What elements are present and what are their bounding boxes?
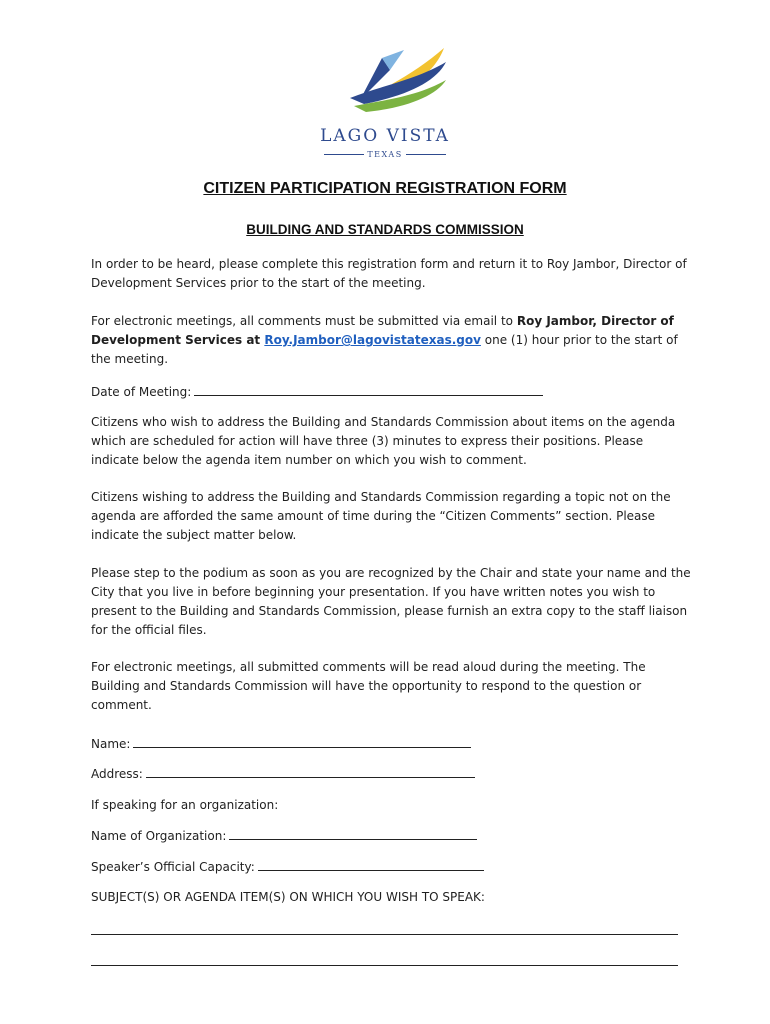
agenda-items-paragraph: Citizens who wish to address the Building and Standards Commission about items on the agenda which are scheduled for action will have three (3) minutes to express their positions. Please indicate below the agenda item number on which you wish to comment.: [91, 415, 676, 467]
subjects-line-1[interactable]: [91, 934, 678, 935]
electronic-submission-paragraph: [91, 312, 691, 369]
lago-vista-logo: [300, 40, 470, 170]
organization-name-field[interactable]: [229, 827, 477, 840]
date-of-meeting-field[interactable]: [194, 383, 543, 396]
non-agenda-paragraph: Citizens wishing to address the Building and Standards Commission regarding a topic not on the agenda are afforded the same amount of time during the “Citizen Comments” section. Please indicate the subject matter below.: [91, 490, 671, 542]
name-field[interactable]: [133, 735, 471, 748]
form-subtitle: BUILDING AND STANDARDS COMMISSION: [246, 222, 524, 237]
official-capacity-row: [91, 858, 691, 877]
name-label: Name:: [91, 737, 131, 751]
organization-name-row: [91, 827, 691, 846]
official-capacity-field[interactable]: [258, 858, 484, 871]
electronic-text-before: For electronic meetings, all comments must be submitted via email to: [91, 314, 517, 328]
name-row: [91, 735, 691, 754]
intro-paragraph: In order to be heard, please complete this registration form and return it to Roy Jambor, Director of Development Services prior to the start of the meeting.: [91, 257, 687, 290]
organization-name-label: Name of Organization:: [91, 829, 227, 843]
lago-vista-emblem-icon: [320, 40, 450, 120]
logo-rule-right: [406, 154, 446, 155]
podium-paragraph: Please step to the podium as soon as you are recognized by the Chair and state your name and the City that you live in before beginning your presentation. If you have written notes you wish to present to the Building and Standards Commission, please furnish an extra copy to the staff liaison for the official files.: [91, 566, 691, 637]
official-capacity-label: Speaker’s Official Capacity:: [91, 860, 255, 874]
address-label: Address:: [91, 767, 143, 781]
email-link[interactable]: Roy.Jambor@lagovistatexas.gov: [264, 333, 481, 347]
electronic-text-bold: Roy Jambor, Director of Development Services at: [91, 314, 674, 347]
address-row: [91, 765, 691, 784]
logo-subtitle: TEXAS: [367, 150, 403, 159]
address-field[interactable]: [146, 765, 475, 778]
date-of-meeting-label: Date of Meeting:: [91, 385, 192, 399]
form-title: CITIZEN PARTICIPATION REGISTRATION FORM: [203, 180, 567, 197]
subjects-label: SUBJECT(S) OR AGENDA ITEM(S) ON WHICH YOU WISH TO SPEAK:: [91, 890, 485, 904]
organization-intro: If speaking for an organization:: [91, 798, 279, 812]
electronic-text-after: one (1) hour prior to the start of the meeting.: [91, 333, 678, 366]
date-of-meeting-row: [91, 383, 691, 402]
subjects-line-2[interactable]: [91, 965, 678, 966]
logo-name: LAGO VISTA: [320, 126, 450, 146]
read-aloud-paragraph: For electronic meetings, all submitted comments will be read aloud during the meeting. The Building and Standards Commission will have the opportunity to respond to the question or comment.: [91, 660, 646, 712]
